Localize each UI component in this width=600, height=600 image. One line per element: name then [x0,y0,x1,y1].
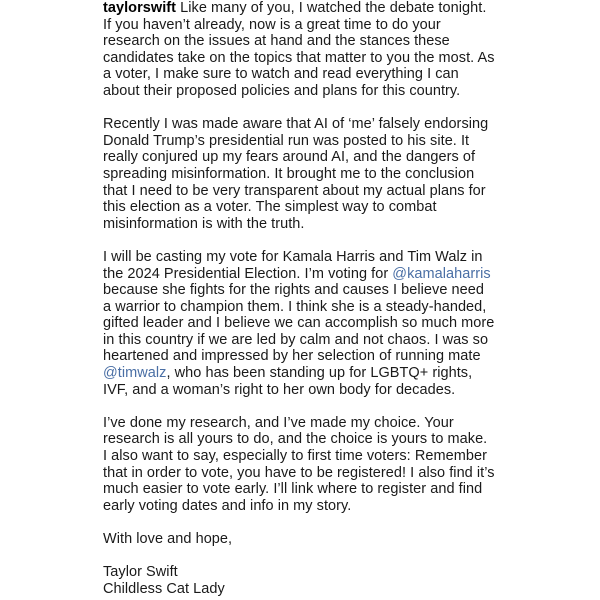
username-link[interactable]: taylorswift [103,0,177,16]
caption-paragraph-3-text-a: I will be casting my vote for Kamala Harris and Tim Walz in the 2024 Presidential Election. I’m voting for [103,248,483,282]
caption-paragraph-3 [103,249,495,398]
caption-paragraph-4: I’ve done my research, and I’ve made my choice. Your research is all yours to do, and the choice is yours to make. I also want to say, especially to first time voters: Remember that in order to vote, you have to be registered! I also find it’s much easier to vote early. I’ll link where to register and find early voting dates and info in my story. [103,414,495,514]
signature-name: Taylor Swift [103,564,178,581]
caption-paragraph-3-text-b: because she fights for the rights and causes I believe need a warrior to champion them. I think she is a steady-handed, gifted leader and I believe we can accomplish so much more in this country if we are led by calm and not chaos. I was so heartened and impressed by her selection of running mate [103,282,495,365]
caption-paragraph-1 [103,0,495,100]
caption-paragraph-1-text: Like many of you, I watched the debate tonight. If you haven’t already, now is a great time to do your research on the issues at hand and the stances these candidates take on the topics that matter to you the most. As a voter, I make sure to watch and read everything I can about their proposed policies and plans for this country. [103,0,495,99]
caption-sign-off: With love and hope, [103,531,233,547]
mention-timwalz-link[interactable]: @timwalz [103,365,167,382]
caption-paragraph-2: Recently I was made aware that AI of ‘me’ falsely endorsing Donald Trump’s presidential run was posted to his site. It really conjured up my fears around AI, and the dangers of spreading misinformation. It brought me to the conclusion that I need to be very transparent about my actual plans for this election as a voter. The simplest way to combat misinformation is with the truth. [103,116,489,232]
signature-title: Childless Cat Lady [103,580,225,597]
caption-paragraph-3-text-c: , who has been standing up for LGBTQ+ rights, IVF, and a woman’s right to her own body for decades. [103,365,473,398]
mention-kamalaharris-link[interactable]: @kamalaharris [392,265,491,282]
signature-block [103,564,495,597]
post-caption [103,0,495,597]
